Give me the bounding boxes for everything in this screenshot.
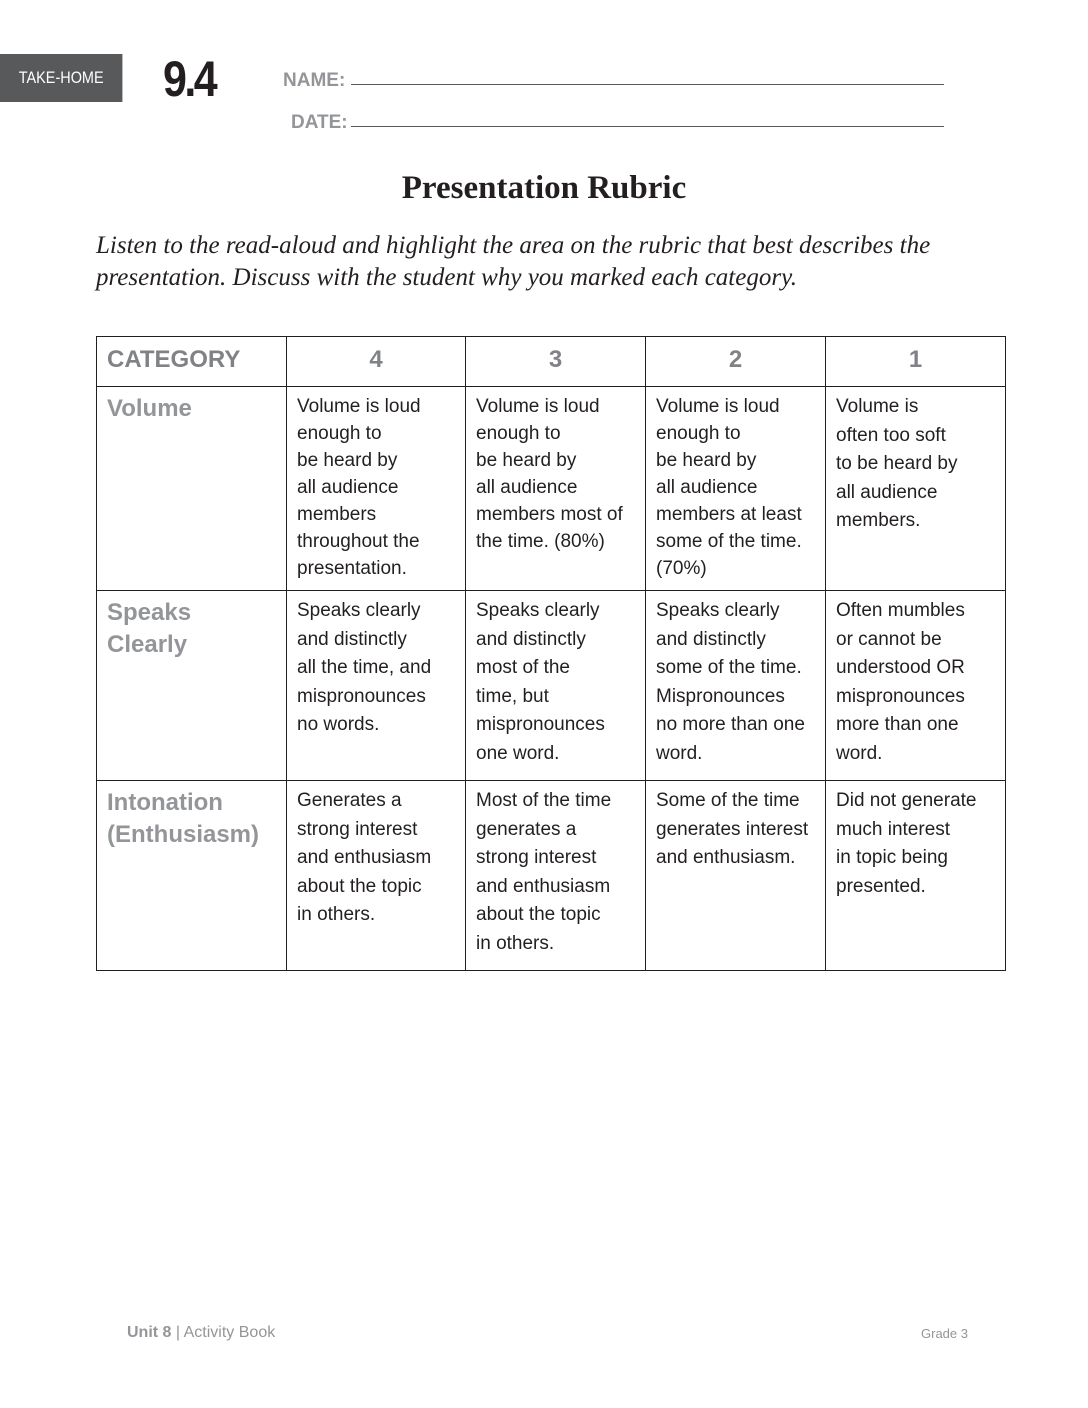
rubric-row-speaks-clearly — [97, 591, 1006, 781]
name-label: NAME: — [283, 70, 346, 91]
date-line[interactable] — [351, 126, 944, 127]
rubric-cell-speaks-clearly-3[interactable]: Speaks clearly and distinctly most of the time, but mispronounces one word. — [466, 591, 646, 781]
footer-unit: Unit 8 — [127, 1324, 172, 1341]
column-header-score-3: 3 — [466, 337, 646, 387]
rubric-cell-intonation-2[interactable]: Some of the time generates interest and enthusiasm. — [646, 781, 826, 971]
category-volume: Volume — [97, 387, 287, 591]
rubric-cell-intonation-1[interactable]: Did not generate much interest in topic being presented. — [826, 781, 1006, 971]
column-header-category: CATEGORY — [97, 337, 287, 387]
rubric-table — [96, 336, 1006, 971]
take-home-label: TAKE-HOME — [18, 68, 104, 87]
rubric-cell-volume-4[interactable]: Volume is loud enough to be heard by all audience members throughout the presentation. — [287, 387, 466, 591]
column-header-score-4: 4 — [287, 337, 466, 387]
rubric-row-volume — [97, 387, 1006, 591]
footer-separator: | — [175, 1324, 181, 1341]
rubric-cell-volume-3[interactable]: Volume is loud enough to be heard by all audience members most of the time. (80%) — [466, 387, 646, 591]
rubric-cell-intonation-3[interactable]: Most of the time generates a strong interest and enthusiasm about the topic in others. — [466, 781, 646, 971]
name-line[interactable] — [351, 84, 944, 85]
rubric-row-intonation — [97, 781, 1006, 971]
footer-unit-book — [127, 1324, 275, 1342]
date-label: DATE: — [291, 112, 348, 133]
rubric-cell-intonation-4[interactable]: Generates a strong interest and enthusiasm about the topic in others. — [287, 781, 466, 971]
rubric-cell-speaks-clearly-4[interactable]: Speaks clearly and distinctly all the time, and mispronounces no words. — [287, 591, 466, 781]
rubric-cell-speaks-clearly-2[interactable]: Speaks clearly and distinctly some of the time. Mispronounces no more than one word. — [646, 591, 826, 781]
rubric-cell-volume-1[interactable]: Volume is often too soft to be heard by all audience members. — [826, 387, 1006, 591]
take-home-tag — [0, 54, 122, 102]
category-speaks-clearly: Speaks Clearly — [97, 591, 287, 781]
footer-grade: Grade 3 — [921, 1326, 968, 1341]
category-intonation: Intonation (Enthusiasm) — [97, 781, 287, 971]
column-header-score-1: 1 — [826, 337, 1006, 387]
rubric-cell-speaks-clearly-1[interactable]: Often mumbles or cannot be understood OR mispronounces more than one word. — [826, 591, 1006, 781]
page-title: Presentation Rubric — [401, 170, 687, 206]
footer-book: Activity Book — [183, 1324, 276, 1341]
column-header-score-2: 2 — [646, 337, 826, 387]
instructions: Listen to the read-aloud and highlight the area on the rubric that best describes the presentation. Discuss with the student why you marked each category. — [96, 232, 931, 291]
activity-number: 9.4 — [163, 51, 216, 107]
rubric-header-row — [97, 337, 1006, 387]
rubric-cell-volume-2[interactable]: Volume is loud enough to be heard by all audience members at least some of the time. (70%) — [646, 387, 826, 591]
